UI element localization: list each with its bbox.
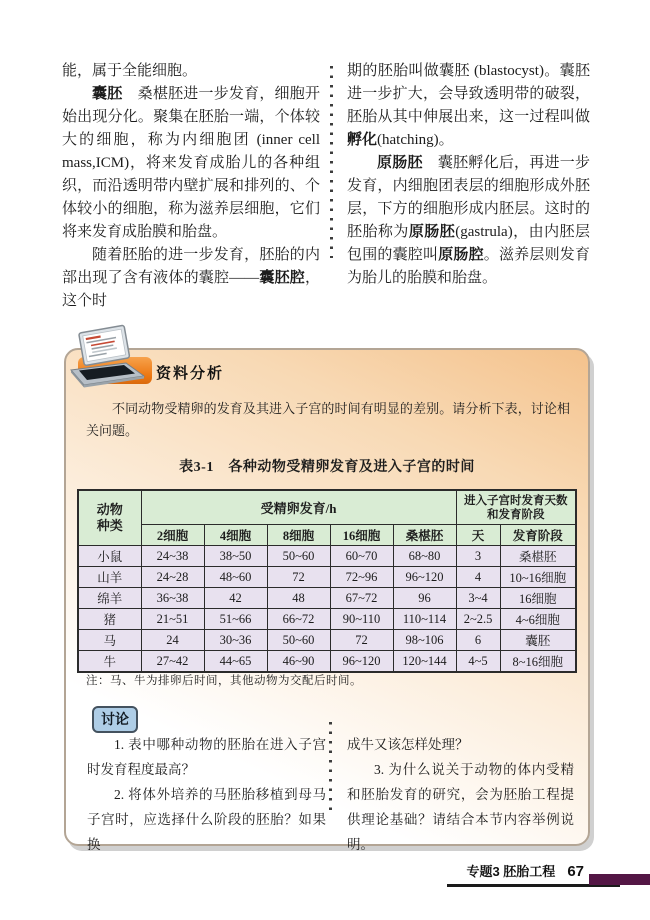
text-run: (gastrula)，由内胚层包围的囊腔叫 — [347, 224, 590, 263]
footer-page-number: 67 — [567, 863, 584, 880]
value-cell: 24~38 — [141, 546, 204, 567]
text-run: 期的胚胎叫做囊胚 (blastocyst)。囊胚进一步扩大，会导致透明带的破裂，胚胎从其中伸展出来，这一过程叫做 — [347, 63, 590, 125]
text-run: 随着胚胎的进一步发育，胚胎的内部出现了含有液体的囊腔—— — [62, 247, 320, 286]
header-animal-type: 动物种类 — [78, 490, 141, 546]
value-cell: 24 — [141, 630, 204, 651]
paragraph — [347, 60, 590, 152]
value-cell: 桑椹胚 — [500, 546, 576, 567]
text-run: 。滋养层则发育为胎儿的胎膜和胎盘。 — [347, 247, 590, 286]
text-run: 能，属于全能细胞。 — [62, 63, 198, 79]
value-cell: 3 — [456, 546, 500, 567]
text-run: 3. 为什么说关于动物的体内受精和胚胎发育的研究，会为胚胎工程提供理论基础？请结合本节内容举例说明。 — [347, 762, 574, 852]
key-term: 原肠胚 — [408, 224, 456, 240]
article-left-column — [62, 60, 320, 313]
value-cell: 98~106 — [393, 630, 456, 651]
key-term: 囊胚腔 — [259, 270, 305, 286]
column-header: 4细胞 — [204, 525, 267, 546]
value-cell: 66~72 — [267, 609, 330, 630]
paragraph — [62, 244, 320, 313]
paragraph — [347, 152, 590, 290]
column-header: 天 — [456, 525, 500, 546]
text-run: 囊胚孵化后，再进一步发育，内细胞团表层的细胞形成外胚层，下方的细胞形成内胚层。这时的胚胎称为 — [347, 155, 590, 240]
footer — [0, 861, 584, 880]
value-cell: 50~60 — [267, 630, 330, 651]
value-cell: 4~5 — [456, 651, 500, 673]
paragraph — [62, 60, 320, 83]
value-cell: 30~36 — [204, 630, 267, 651]
table-row — [78, 651, 576, 673]
text-run: 2. 将体外培养的马胚胎移植到母马子宫时，应选择什么阶段的胚胎？如果换 — [87, 787, 326, 852]
material-analysis-box — [64, 348, 590, 852]
value-cell: 96~120 — [330, 651, 393, 673]
animal-name-cell: 牛 — [78, 651, 141, 673]
footer-chapter: 专题3 胚胎工程 — [466, 864, 556, 879]
column-divider-dots — [330, 66, 333, 258]
table-row — [78, 567, 576, 588]
value-cell: 3~4 — [456, 588, 500, 609]
table-row — [78, 630, 576, 651]
text-run: 成牛又该怎样处理？ — [347, 737, 469, 752]
value-cell: 68~80 — [393, 546, 456, 567]
value-cell: 67~72 — [330, 588, 393, 609]
key-term: 原肠腔 — [438, 247, 484, 263]
value-cell: 72 — [330, 630, 393, 651]
discussion-left-column — [87, 732, 326, 857]
material-intro-text: 不同动物受精卵的发育及其进入子宫的时间有明显的差别。请分析下表，讨论相关问题。 — [86, 401, 570, 438]
header-uterus-entry: 进入子宫时发育天数和发育阶段 — [456, 490, 576, 525]
section-title: 资料分析 — [156, 366, 225, 382]
discussion-label: 讨论 — [92, 706, 138, 733]
key-term: 孵化 — [347, 132, 378, 148]
table-row — [78, 588, 576, 609]
value-cell: 50~60 — [267, 546, 330, 567]
animal-name-cell: 猪 — [78, 609, 141, 630]
table-row — [78, 609, 576, 630]
value-cell: 60~70 — [330, 546, 393, 567]
paragraph — [347, 732, 574, 757]
value-cell: 8~16细胞 — [500, 651, 576, 673]
value-cell: 96~120 — [393, 567, 456, 588]
header-fertilized-egg-dev: 受精卵发育/h — [141, 490, 456, 525]
key-term: 囊胚 — [92, 86, 123, 102]
animal-name-cell: 马 — [78, 630, 141, 651]
table-row — [78, 546, 576, 567]
value-cell: 38~50 — [204, 546, 267, 567]
value-cell: 48 — [267, 588, 330, 609]
value-cell: 96 — [393, 588, 456, 609]
table-body — [78, 546, 576, 673]
value-cell: 囊胚 — [500, 630, 576, 651]
value-cell: 51~66 — [204, 609, 267, 630]
value-cell: 6 — [456, 630, 500, 651]
article-right-column — [347, 60, 590, 290]
value-cell: 46~90 — [267, 651, 330, 673]
value-cell: 4 — [456, 567, 500, 588]
text-run: (hatching)。 — [377, 132, 454, 148]
value-cell: 10~16细胞 — [500, 567, 576, 588]
animal-name-cell: 山羊 — [78, 567, 141, 588]
value-cell: 48~60 — [204, 567, 267, 588]
value-cell: 72~96 — [330, 567, 393, 588]
table-note: 注：马、牛为排卵后时间，其他动物为交配后时间。 — [86, 675, 362, 687]
discussion-divider-dots — [329, 722, 332, 814]
value-cell: 36~38 — [141, 588, 204, 609]
value-cell: 27~42 — [141, 651, 204, 673]
value-cell: 42 — [204, 588, 267, 609]
column-header: 16细胞 — [330, 525, 393, 546]
text-run: ，这个时 — [62, 270, 320, 309]
value-cell: 24~28 — [141, 567, 204, 588]
value-cell: 2~2.5 — [456, 609, 500, 630]
text-run: 桑椹胚进一步发育，细胞开始出现分化。聚集在胚胎一端，个体较大的细胞，称为内细胞团 (inner cell mass,ICM)，将来发育成胎儿的各种组织，而沿透明带内壁扩展和排列的、个体较小的细胞，称为滋养层细胞，它们将来发育成胎膜和胎盘。 — [62, 86, 320, 240]
value-cell: 44~65 — [204, 651, 267, 673]
table-subheader-row — [78, 525, 576, 546]
paragraph — [347, 757, 574, 857]
key-term: 原肠胚 — [377, 155, 423, 171]
value-cell: 120~144 — [393, 651, 456, 673]
paragraph — [87, 782, 326, 857]
value-cell: 4~6细胞 — [500, 609, 576, 630]
footer-accent-block — [589, 874, 650, 885]
paragraph — [62, 83, 320, 244]
value-cell: 90~110 — [330, 609, 393, 630]
text-run: 1. 表中哪种动物的胚胎在进入子宫时发育程度最高？ — [87, 737, 326, 777]
column-header: 8细胞 — [267, 525, 330, 546]
column-header: 桑椹胚 — [393, 525, 456, 546]
table-title: 表3-1 各种动物受精卵发育及进入子宫的时间 — [179, 460, 475, 475]
value-cell: 72 — [267, 567, 330, 588]
column-header: 发育阶段 — [500, 525, 576, 546]
animal-name-cell: 绵羊 — [78, 588, 141, 609]
value-cell: 16细胞 — [500, 588, 576, 609]
value-cell: 110~114 — [393, 609, 456, 630]
discussion-right-column — [347, 732, 574, 857]
laptop-icon — [66, 324, 150, 388]
development-time-table — [77, 489, 577, 673]
paragraph — [87, 732, 326, 782]
column-header: 2细胞 — [141, 525, 204, 546]
animal-name-cell: 小鼠 — [78, 546, 141, 567]
value-cell: 21~51 — [141, 609, 204, 630]
